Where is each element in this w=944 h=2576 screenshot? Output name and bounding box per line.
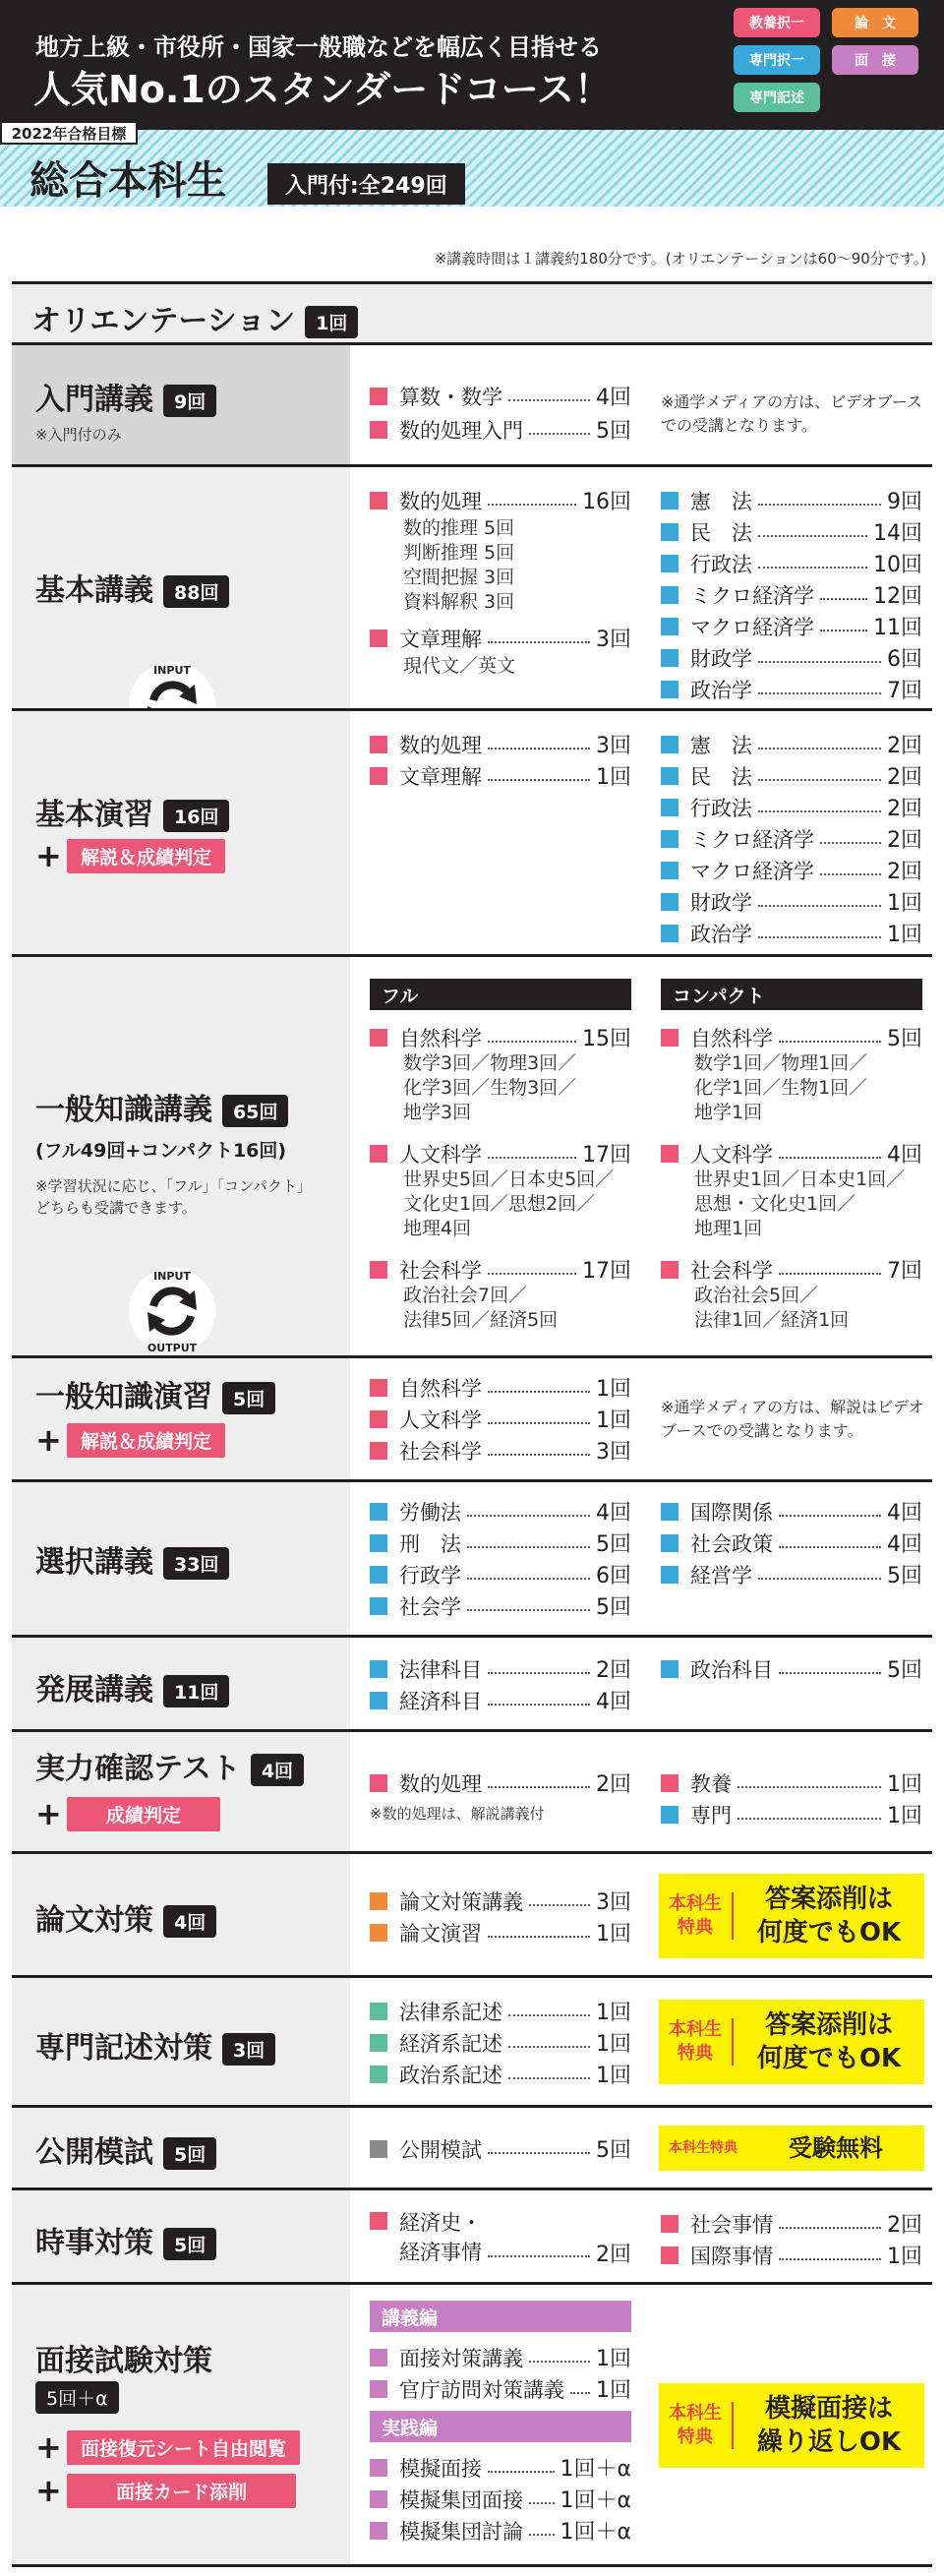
list-item: 刑 法 5回 — [370, 1528, 631, 1558]
purple-square-icon — [370, 2349, 387, 2366]
count-badge: 4回 — [163, 1905, 216, 1938]
detail-text: 現代文／英文 — [403, 655, 516, 677]
orange-square-icon — [370, 1892, 387, 1910]
bonus-box — [659, 2383, 924, 2468]
list-item: 算数・数学 4回 — [370, 381, 631, 411]
bonus-plus: + 面接カード添削 — [35, 2472, 296, 2509]
list-item: 社会学 5回 — [370, 1590, 631, 1621]
list-item: 官庁訪問対策講義 1回 — [370, 2373, 631, 2404]
blue-square-icon — [661, 893, 678, 911]
count-badge: 4回 — [251, 1754, 304, 1786]
section-orientation — [12, 281, 932, 342]
blue-square-icon — [661, 1806, 678, 1824]
list-item: 行政法 10回 — [661, 548, 922, 578]
blue-square-icon — [661, 799, 678, 816]
detail-text: 数的推理 5回 判断推理 5回 空間把握 3回 資料解釈 3回 — [403, 517, 515, 613]
section-test — [12, 1729, 932, 1851]
list-item: 政治学 1回 — [661, 918, 922, 948]
pink-square-icon — [661, 1029, 678, 1047]
pink-square-icon — [370, 421, 387, 439]
count-badge: 5回 — [222, 1382, 275, 1414]
list-item: 憲 法 2回 — [661, 729, 922, 759]
blue-square-icon — [661, 681, 678, 698]
blue-square-icon — [661, 1660, 678, 1678]
pink-square-icon — [370, 388, 387, 405]
list-item: 政治系記述 1回 — [370, 2059, 631, 2089]
tag-interview: 面 接 — [832, 45, 918, 75]
list-item: 社会政策 4回 — [661, 1528, 922, 1558]
blue-square-icon — [661, 555, 678, 572]
detail-text: 政治社会7回／ 法律5回／経済5回 — [403, 1285, 559, 1331]
media-note: ※通学メディアの方は、ビデオブースでの受講となります。 — [661, 392, 923, 435]
bonus-text: 模擬面接は 繰り返しOK — [756, 2394, 902, 2457]
list-item: 人文科学 4回 — [661, 1138, 922, 1168]
practice-subheader: 実践編 — [370, 2411, 631, 2442]
pink-square-icon — [370, 629, 387, 647]
pink-square-icon — [661, 1774, 678, 1792]
list-item: 自然科学 15回 — [370, 1022, 631, 1052]
blue-square-icon — [661, 1503, 678, 1521]
section-mock — [12, 2105, 932, 2187]
section-advanced — [12, 1635, 932, 1729]
list-item: ミクロ経済学 2回 — [661, 823, 922, 854]
list-item: 国際事情 1回 — [661, 2240, 922, 2270]
list-item: 法律科目 2回 — [370, 1653, 631, 1684]
section-name: オリエンテーション 1回 — [31, 296, 358, 339]
bonus-label: 本科生 特典 — [659, 2018, 734, 2066]
pink-square-icon — [370, 1442, 387, 1460]
section-essay — [12, 1851, 932, 1975]
count-badge: 1回 — [305, 306, 358, 338]
section-name: 基本講義 88回 — [35, 566, 229, 609]
list-item: 行政学 6回 — [370, 1559, 631, 1589]
count-badge: 33回 — [163, 1547, 229, 1580]
grade-label: 成績判定 — [67, 1797, 220, 1831]
blue-square-icon — [661, 586, 678, 604]
header-subtitle: 地方上級・市役所・国家一般職などを幅広く目指せる — [35, 33, 602, 61]
blue-square-icon — [661, 736, 678, 753]
section-intro — [12, 342, 932, 464]
list-item: 民 法 2回 — [661, 760, 922, 791]
blue-square-icon — [661, 862, 678, 879]
bonus-text: 答案添削は 何度でもOK — [756, 1885, 902, 1947]
count-badge: 5回＋α — [35, 2381, 119, 2414]
list-item: 財政学 6回 — [661, 642, 922, 673]
bonus-box — [659, 2126, 924, 2171]
count-badge: 9回 — [163, 385, 216, 417]
list-item: 論文対策講義 3回 — [370, 1886, 631, 1916]
bonus-box — [659, 2000, 924, 2084]
count-wrap — [35, 2381, 119, 2414]
pink-square-icon — [370, 2212, 387, 2230]
full-column-header: フル — [370, 979, 631, 1010]
blue-square-icon — [661, 1566, 678, 1584]
lecture-subheader: 講義編 — [370, 2301, 631, 2332]
section-current-affairs — [12, 2187, 932, 2282]
list-item: 自然科学 5回 — [661, 1022, 922, 1052]
blue-square-icon — [370, 1566, 387, 1584]
list-item: 社会科学 3回 — [370, 1435, 631, 1466]
pink-square-icon — [370, 1145, 387, 1163]
tag-written: 専門記述 — [734, 83, 820, 112]
list-item: 政治科目 5回 — [661, 1653, 922, 1684]
compact-column-header: コンパクト — [661, 979, 922, 1010]
list-item: 財政学 1回 — [661, 886, 922, 917]
section-name: 専門記述対策 3回 — [35, 2023, 275, 2067]
bonus-label: 本科生特典 — [669, 2140, 738, 2156]
bonus-text: 受験無料 — [789, 2134, 883, 2162]
intro-note: ※入門付のみ — [35, 426, 122, 444]
section-name: 選択講義 33回 — [35, 1537, 229, 1581]
blue-square-icon — [370, 1660, 387, 1678]
list-item: 労働法 4回 — [370, 1496, 631, 1527]
commentary-label: 解説＆成績判定 — [67, 839, 225, 873]
section-name: 発展講義 11回 — [35, 1665, 229, 1708]
pink-square-icon — [661, 2215, 678, 2233]
count-badge: 5回 — [163, 2228, 216, 2260]
pink-square-icon — [370, 1261, 387, 1279]
count-badge: 5回 — [163, 2137, 216, 2170]
course-name: 総合本科生 — [30, 158, 226, 204]
blue-square-icon — [370, 1503, 387, 1521]
detail-text: 数学3回／物理3回／ 化学3回／生物3回／ 地学3回 — [403, 1052, 577, 1123]
list-item: 人文科学 17回 — [370, 1138, 631, 1168]
bonus-text: 答案添削は 何度でもOK — [756, 2010, 902, 2073]
list-item: 国際関係 4回 — [661, 1496, 922, 1527]
tag-essay: 論 文 — [832, 8, 918, 37]
section-name: 入門講義 9回 — [35, 375, 216, 418]
list-item: 文章理解 3回 — [370, 623, 631, 653]
section-basic-exercise — [12, 708, 932, 954]
blue-square-icon — [370, 1597, 387, 1615]
count-badge: 65回 — [222, 1095, 288, 1127]
list-item: 模擬集団面接 1回＋α — [370, 2484, 631, 2514]
blue-square-icon — [370, 1692, 387, 1709]
section-name: 公開模試 5回 — [35, 2127, 216, 2171]
list-item: 経済科目 4回 — [370, 1685, 631, 1715]
tag-general: 教養択一 — [734, 8, 820, 37]
list-item: 社会事情 2回 — [661, 2208, 922, 2239]
blue-square-icon — [661, 830, 678, 848]
output-text: OUTPUT — [147, 1342, 198, 1354]
breakdown-text: (フル49回+コンパクト16回) — [35, 1140, 287, 1162]
section-name: 一般知識演習 5回 — [35, 1372, 275, 1415]
detail-text: 数学1回／物理1回／ 化学1回／生物1回／ 地学1回 — [694, 1052, 868, 1123]
list-item: 行政法 2回 — [661, 792, 922, 822]
general-note: ※学習状況に応じ、「フル」「コンパクト」 どちらも受講できます。 — [35, 1177, 312, 1217]
list-item: 面接対策講義 1回 — [370, 2342, 631, 2372]
bonus-plus: + 成績判定 — [35, 1795, 220, 1832]
input-output-cycle-icon — [128, 1267, 216, 1355]
year-label: 2022年合格目標 — [0, 121, 138, 145]
list-item: 社会科学 7回 — [661, 1254, 922, 1285]
list-item: 専門 1回 — [661, 1799, 922, 1829]
bonus-plus: + 面接復元シート自由閲覧 — [35, 2428, 300, 2466]
interview-card-label: 面接カード添削 — [67, 2474, 296, 2508]
header — [0, 0, 944, 130]
input-text: INPUT — [153, 1270, 191, 1283]
list-item: 経営学 5回 — [661, 1559, 922, 1589]
count-badge: 11回 — [163, 1675, 229, 1707]
list-item: 模擬面接 1回＋α — [370, 2452, 631, 2483]
orange-square-icon — [370, 1924, 387, 1942]
pink-square-icon — [370, 767, 387, 785]
purple-square-icon — [370, 2522, 387, 2540]
blue-square-icon — [661, 523, 678, 541]
bonus-box — [659, 1874, 924, 1958]
list-item: 経済系記述 1回 — [370, 2027, 631, 2058]
list-item: 模擬集団討論 1回＋α — [370, 2515, 631, 2546]
section-name: 面接試験対策 — [35, 2344, 212, 2378]
list-item: 論文演習 1回 — [370, 1917, 631, 1947]
detail-text: 世界史1回／日本史1回／ 思想・文化史1回／ 地理1回 — [694, 1168, 906, 1239]
test-note: ※数的処理は、解説講義付 — [370, 1805, 545, 1823]
blue-square-icon — [370, 1534, 387, 1552]
pink-square-icon — [661, 1261, 678, 1279]
list-item: 文章理解 1回 — [370, 760, 631, 791]
blue-square-icon — [661, 618, 678, 635]
section-name: 基本演習 16回 — [35, 790, 229, 833]
gray-square-icon — [370, 2140, 387, 2158]
count-badge: 16回 — [163, 800, 229, 832]
detail-text: 世界史5回／日本史5回／ 文化史1回／思想2回／ 地理4回 — [403, 1168, 615, 1239]
list-item: マクロ経済学 11回 — [661, 611, 922, 641]
bonus-label: 本科生 特典 — [659, 1892, 734, 1940]
bonus-plus: + 解説＆成績判定 — [35, 1421, 225, 1459]
input-text: INPUT — [153, 664, 191, 677]
media-note: ※通学メディアの方は、解説はビデオブースでの受講となります。 — [661, 1398, 924, 1440]
blue-square-icon — [661, 767, 678, 785]
entry-badge: 入門付:全249回 — [267, 163, 465, 205]
pink-square-icon — [370, 1029, 387, 1047]
blue-square-icon — [661, 925, 678, 942]
green-square-icon — [370, 2003, 387, 2020]
list-item: 数的処理 2回 — [370, 1767, 631, 1798]
list-item: 経済史・ 経済事情 2回 — [370, 2208, 631, 2268]
time-note: ※講義時間は１講義約180分です。(オリエンテーションは60～90分です。) — [434, 250, 926, 268]
purple-square-icon — [370, 2380, 387, 2398]
list-item: 法律系記述 1回 — [370, 1996, 631, 2026]
pink-square-icon — [370, 736, 387, 753]
blue-square-icon — [661, 1534, 678, 1552]
list-item: 自然科学 1回 — [370, 1372, 631, 1403]
section-name: 時事対策 5回 — [35, 2218, 216, 2261]
section-general-exercise — [12, 1355, 932, 1479]
blue-square-icon — [661, 492, 678, 509]
section-written — [12, 1975, 932, 2105]
commentary-label: 解説＆成績判定 — [67, 1423, 225, 1458]
list-item: 数的処理 3回 — [370, 729, 631, 759]
pink-square-icon — [370, 1379, 387, 1397]
list-item: マクロ経済学 2回 — [661, 855, 922, 885]
purple-square-icon — [370, 2459, 387, 2477]
tag-specialty: 専門択一 — [734, 45, 820, 75]
list-item: 政治学 7回 — [661, 674, 922, 704]
pink-square-icon — [370, 1774, 387, 1792]
pink-square-icon — [370, 1410, 387, 1428]
bonus-label: 本科生 特典 — [659, 2402, 734, 2449]
list-item: 人文科学 1回 — [370, 1404, 631, 1434]
section-interview — [12, 2282, 932, 2567]
detail-text: 政治社会5回／ 法律1回／経済1回 — [694, 1285, 850, 1331]
section-name: 実力確認テスト 4回 — [35, 1744, 304, 1787]
list-item: 教養 1回 — [661, 1767, 922, 1798]
list-item: 憲 法 9回 — [661, 485, 922, 515]
green-square-icon — [370, 2066, 387, 2083]
reconstruction-sheet-label: 面接復元シート自由閲覧 — [67, 2430, 300, 2465]
list-item: 社会科学 17回 — [370, 1254, 631, 1285]
purple-square-icon — [370, 2490, 387, 2508]
list-item: 数的処理 16回 — [370, 485, 631, 515]
count-badge: 3回 — [222, 2033, 275, 2066]
list-item: ミクロ経済学 12回 — [661, 579, 922, 610]
list-item: 公開模試 5回 — [370, 2133, 631, 2164]
section-elective — [12, 1479, 932, 1635]
header-title: 人気No.1のスタンダードコース！ — [33, 68, 612, 111]
blue-square-icon — [661, 649, 678, 667]
pink-square-icon — [661, 1145, 678, 1163]
section-name: 一般知識講義 65回 — [35, 1085, 288, 1128]
pink-square-icon — [370, 492, 387, 509]
count-badge: 88回 — [163, 575, 229, 608]
list-item: 数的処理入門 5回 — [370, 414, 631, 445]
green-square-icon — [370, 2034, 387, 2052]
section-name: 論文対策 4回 — [35, 1895, 216, 1939]
bonus-plus: + 解説＆成績判定 — [35, 837, 225, 874]
pink-square-icon — [661, 2247, 678, 2264]
list-item: 民 法 14回 — [661, 516, 922, 547]
